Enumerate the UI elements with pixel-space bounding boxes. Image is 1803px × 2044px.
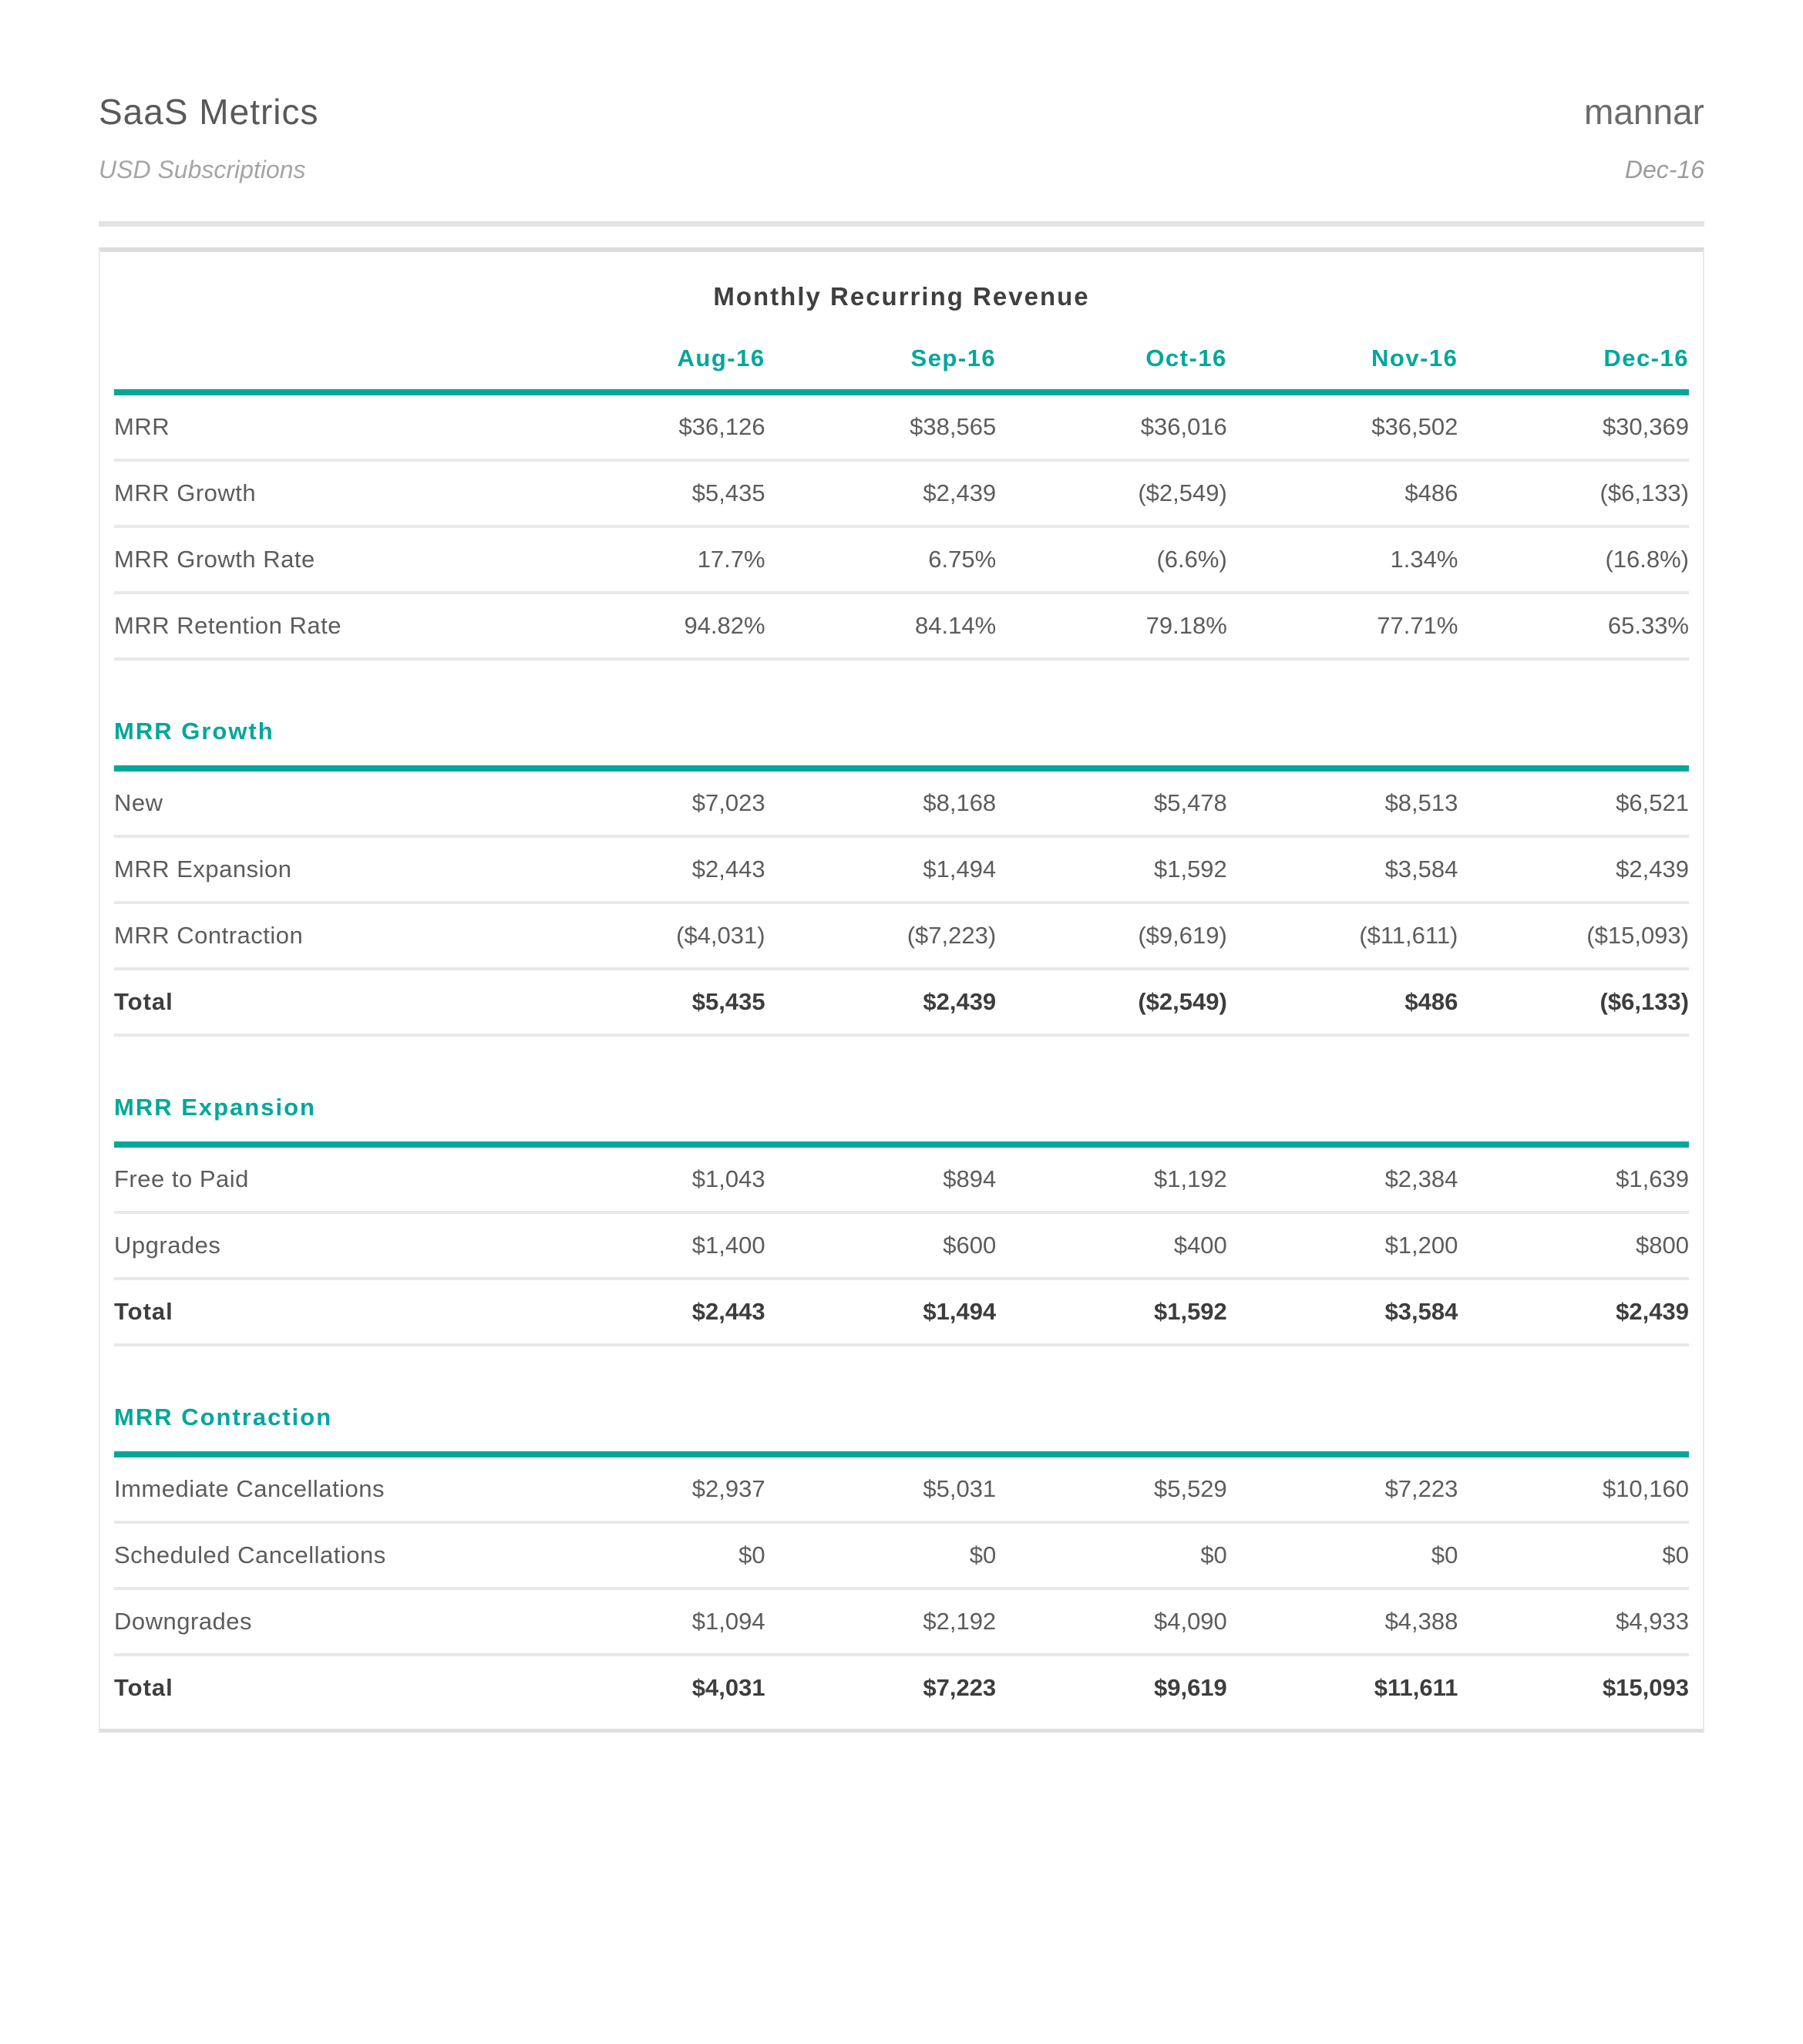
cell-value: ($11,611) [1359,922,1458,949]
cell-value: $0 [1662,1541,1689,1568]
column-header: Sep-16 [910,345,997,371]
cell-value: ($15,093) [1586,922,1689,949]
row-label: MRR Contraction [114,922,304,949]
cell-value: (6.6%) [1156,546,1227,573]
table-row [114,1214,1689,1280]
cell-value: $0 [1431,1541,1458,1568]
cell-value: 94.82% [684,612,765,639]
cell-value: $1,043 [691,1165,765,1192]
report-card [99,247,1704,1733]
header-divider [99,221,1704,227]
cell-value: 65.33% [1607,612,1689,639]
section-rule [114,1451,1689,1457]
cell-value: $15,093 [1602,1674,1689,1701]
cell-value: $800 [1636,1232,1689,1259]
report-section [114,1092,1689,1346]
cell-value: $1,494 [923,856,997,882]
table-row [114,970,1689,1037]
column-header: Oct-16 [1145,345,1227,371]
cell-value: $1,094 [691,1608,765,1635]
cell-value: $2,443 [691,1298,765,1325]
row-label: MRR Growth Rate [114,546,315,573]
row-label: MRR Expansion [114,856,292,882]
cell-value: $38,565 [910,413,997,440]
cell-value: $1,200 [1384,1232,1458,1259]
report-page [99,0,1704,1733]
cell-value: $7,023 [691,789,765,816]
cell-value: $894 [943,1165,997,1192]
cell-value: $8,513 [1384,789,1458,816]
cell-value: $5,478 [1153,789,1227,816]
row-label: Upgrades [114,1232,221,1259]
page-title: SaaS Metrics [99,92,319,132]
cell-value: 84.14% [915,612,997,639]
cell-value: $5,435 [691,988,765,1015]
table-row [114,904,1689,970]
section-title: MRR Expansion [114,1094,316,1121]
column-header: Dec-16 [1603,345,1689,371]
table-row [114,594,1689,661]
report-section [114,716,1689,1037]
row-label: Downgrades [114,1608,253,1635]
cell-value: 1.34% [1390,546,1458,573]
cell-value: $0 [738,1541,765,1568]
cell-value: $0 [1200,1541,1227,1568]
table-row [114,772,1689,838]
cell-value: $5,031 [923,1475,997,1502]
cell-value: $2,384 [1384,1165,1458,1192]
header-rule [114,389,1689,395]
cell-value: ($2,549) [1138,988,1227,1015]
cell-value: $2,439 [923,479,997,506]
table-row [114,838,1689,904]
row-label: Total [114,1674,173,1701]
table-row [114,1656,1689,1720]
table-row [114,395,1689,462]
table-row [114,1590,1689,1656]
row-label: New [114,789,163,816]
report-sections [114,716,1689,1720]
cell-value: 17.7% [697,546,765,573]
cell-value: ($7,223) [907,922,997,949]
cell-value: 6.75% [928,546,997,573]
section-title: MRR Contraction [114,1404,333,1430]
cell-value: 77.71% [1377,612,1458,639]
cell-value: $2,439 [1616,856,1689,882]
table-row [114,1457,1689,1524]
cell-value: $2,937 [691,1475,765,1502]
row-label: Free to Paid [114,1165,249,1192]
cell-value: $1,494 [923,1298,997,1325]
brand-name: mannar [1584,92,1704,132]
row-label: MRR Retention Rate [114,612,342,639]
cell-value: $1,400 [691,1232,765,1259]
cell-value: $400 [1173,1232,1227,1259]
table-row [114,1524,1689,1590]
cell-value: $36,016 [1140,413,1227,440]
cell-value: $2,439 [923,988,997,1015]
cell-value: $4,090 [1153,1608,1227,1635]
cell-value: $6,521 [1616,789,1689,816]
cell-value: $30,369 [1602,413,1689,440]
cell-value: ($6,133) [1599,988,1689,1015]
table-row [114,1280,1689,1346]
cell-value: $2,443 [691,856,765,882]
page-subheader [99,156,1704,184]
row-label: Scheduled Cancellations [114,1541,386,1568]
cell-value: ($4,031) [676,922,765,949]
cell-value: $36,126 [678,413,765,440]
cell-value: $1,639 [1616,1165,1689,1192]
cell-value: $36,502 [1371,413,1458,440]
cell-value: $5,435 [691,479,765,506]
cell-value: $4,933 [1616,1608,1689,1635]
section-rule [114,765,1689,772]
cell-value: $3,584 [1384,856,1458,882]
cell-value: $486 [1404,479,1458,506]
cell-value: $4,031 [691,1674,765,1701]
row-label: Immediate Cancellations [114,1475,385,1502]
column-header: Aug-16 [677,345,765,371]
cell-value: $600 [943,1232,997,1259]
column-header: Nov-16 [1371,345,1458,371]
cell-value: $11,611 [1374,1674,1458,1701]
cell-value: $9,619 [1153,1674,1227,1701]
table-title: Monthly Recurring Revenue [713,282,1090,311]
cell-value: $3,584 [1384,1298,1458,1325]
page-subtitle: USD Subscriptions [99,156,306,183]
cell-value: $7,223 [1384,1475,1458,1502]
cell-value: $2,192 [923,1608,997,1635]
cell-value: $0 [969,1541,997,1568]
cell-value: $486 [1404,988,1458,1015]
cell-value: $4,388 [1384,1608,1458,1635]
cell-value: $10,160 [1602,1475,1689,1502]
table-row [114,1148,1689,1214]
cell-value: $1,592 [1153,1298,1227,1325]
row-label: MRR [114,413,170,440]
cell-value: $8,168 [923,789,997,816]
cell-value: $7,223 [923,1674,997,1701]
column-header-row [114,335,1689,382]
cell-value: ($6,133) [1599,479,1689,506]
cell-value: ($9,619) [1138,922,1227,949]
cell-value: $5,529 [1153,1475,1227,1502]
cell-value: 79.18% [1145,612,1227,639]
report-section [114,1402,1689,1720]
cell-value: (16.8%) [1605,546,1689,573]
cell-value: $2,439 [1616,1298,1689,1325]
table-row [114,462,1689,528]
section-rule [114,1141,1689,1148]
row-label: Total [114,988,173,1015]
cell-value: ($2,549) [1138,479,1227,506]
row-label: MRR Growth [114,479,257,506]
page-header [99,91,1704,133]
table-row [114,528,1689,594]
summary-rows [114,395,1689,661]
report-period: Dec-16 [1624,156,1704,183]
cell-value: $1,192 [1153,1165,1227,1192]
row-label: Total [114,1298,173,1325]
cell-value: $1,592 [1153,856,1227,882]
section-title: MRR Growth [114,718,274,745]
